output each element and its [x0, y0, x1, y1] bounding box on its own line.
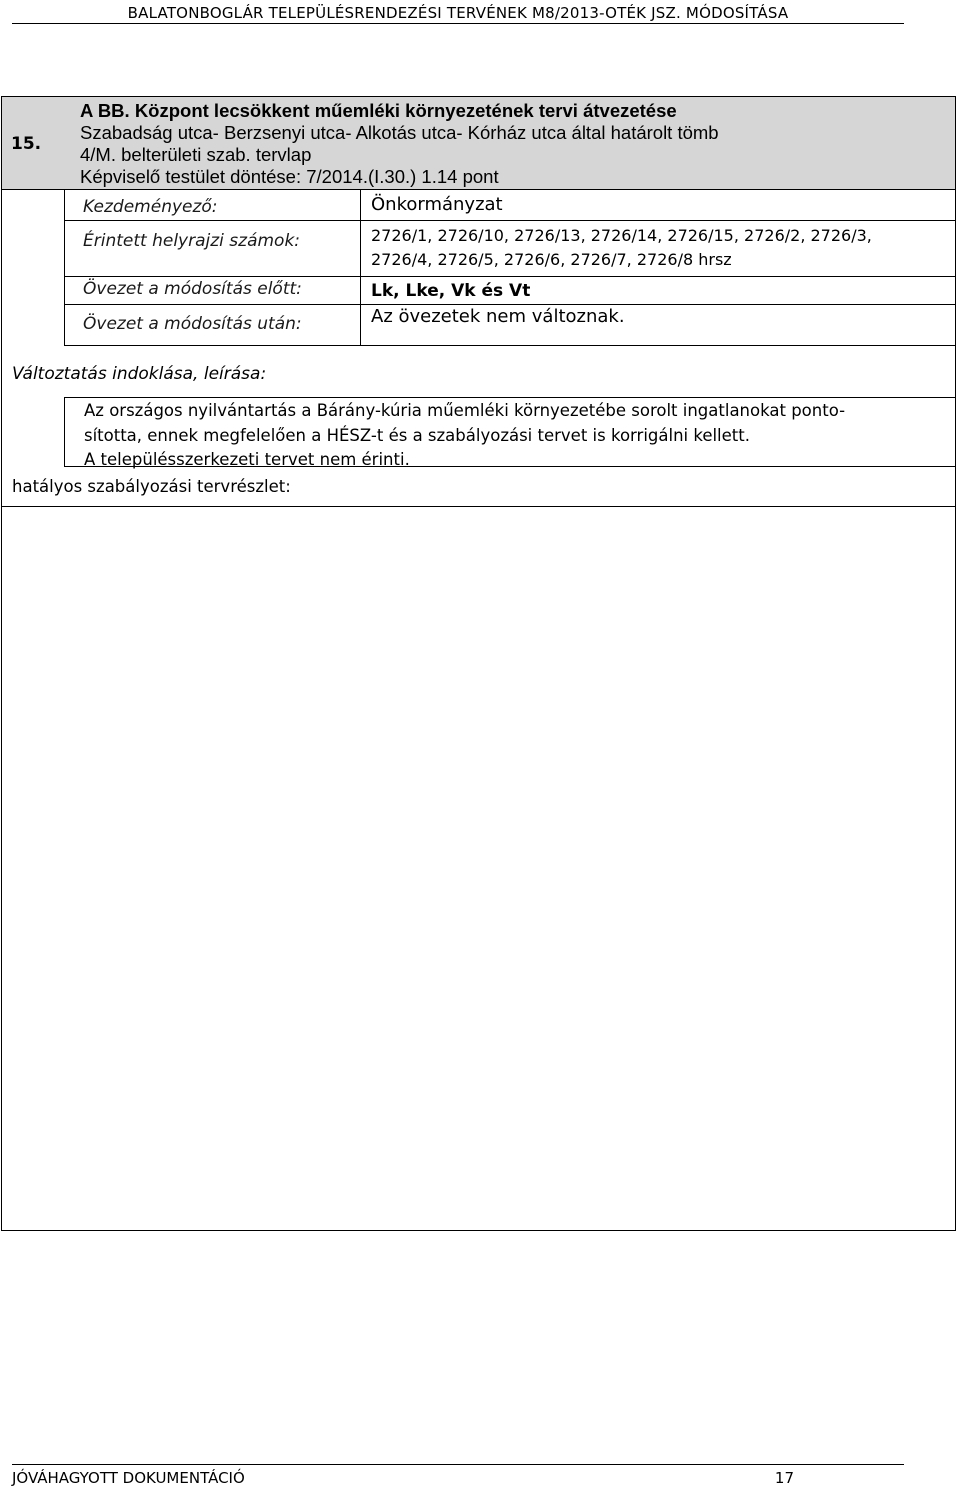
page-footer	[12, 1464, 904, 1487]
zone-before-value: Lk, Lke, Vk és Vt	[360, 277, 952, 304]
zone-after-row	[65, 305, 956, 345]
parcels-label: Érintett helyrajzi számok:	[83, 231, 301, 251]
parcels-line-2: 2726/4, 2726/5, 2726/6, 2726/7, 2726/8 hrsz	[371, 250, 732, 269]
footer-label: JÓVÁHAGYOTT DOKUMENTÁCIÓ	[12, 1469, 245, 1487]
decision-line: Képviselő testület döntése: 7/2014.(I.30.) 1.14 pont	[80, 166, 499, 187]
zone-after-label: Övezet a módosítás után:	[83, 314, 302, 334]
zone-before-label: Övezet a módosítás előtt:	[83, 279, 302, 299]
change-record	[1, 96, 956, 1231]
title-block	[80, 100, 935, 188]
item-number: 15.	[11, 134, 42, 154]
parcels-row	[65, 221, 956, 277]
parcels-line-1: 2726/1, 2726/10, 2726/13, 2726/14, 2726/15, 2726/2, 2726/3,	[371, 226, 872, 245]
reason-text	[64, 397, 955, 467]
reason-line-1: Az országos nyilvántartás a Bárány-kúria műemléki környezetébe sorolt ingatlanokat ponto-	[84, 401, 846, 420]
item-title: A BB. Központ lecsökkent műemléki környezetének tervi átvezetése	[80, 100, 677, 121]
initiator-row	[65, 190, 956, 221]
page-number: 17	[774, 1469, 794, 1487]
plan-label: hatályos szabályozási tervrészlet:	[12, 477, 291, 496]
parcels-value	[360, 221, 952, 276]
zone-after-value: Az övezetek nem változnak.	[360, 305, 952, 345]
zone-before-row	[65, 277, 956, 305]
reason-line-3: A településszerkezeti tervet nem érinti.	[84, 450, 410, 469]
location-line-1: Szabadság utca- Berzsenyi utca- Alkotás utca- Kórház utca által határolt tömb	[80, 122, 719, 143]
reason-line-2: sította, ennek megfelelően a HÉSZ-t és a szabályozási tervet is korrigálni kellett.	[84, 425, 750, 445]
title-band	[2, 97, 955, 190]
location-line-2: 4/M. belterületi szab. tervlap	[80, 144, 312, 165]
page-header: BALATONBOGLÁR TELEPÜLÉSRENDEZÉSI TERVÉNEK M8/2013-OTÉK JSZ. MÓDOSÍTÁSA	[12, 0, 904, 24]
plan-excerpt-area	[2, 506, 955, 1230]
details-table	[64, 190, 955, 346]
initiator-value: Önkormányzat	[360, 190, 952, 220]
initiator-label: Kezdeményező:	[83, 197, 218, 217]
reason-label: Változtatás indoklása, leírása:	[12, 364, 267, 384]
